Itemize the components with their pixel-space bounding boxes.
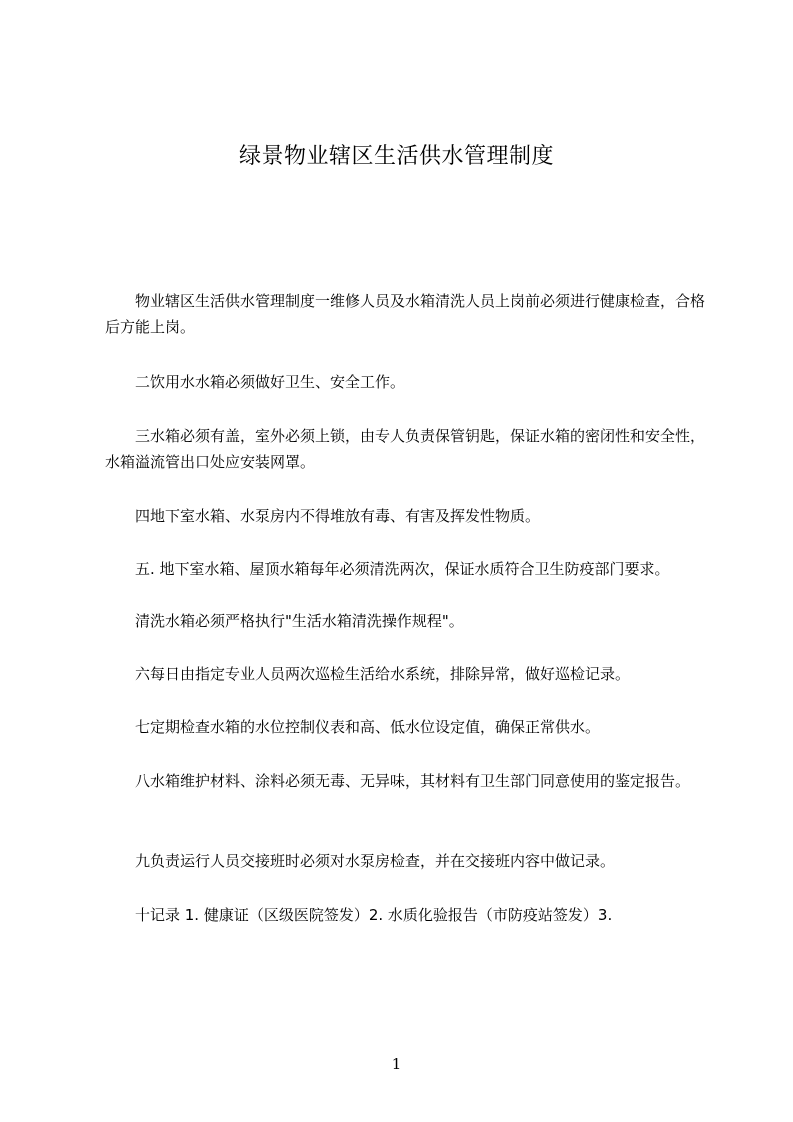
paragraph-6: 清洗水箱必须严格执行"生活水箱清洗操作规程"。 <box>135 612 464 630</box>
paragraph-8: 七定期检查水箱的水位控制仪表和高、低水位设定值，确保正常供水。 <box>135 718 601 736</box>
paragraph-1: 物业辖区生活供水管理制度一维修人员及水箱清洗人员上岗前必须进行健康检查，合格后方能上岗。 <box>105 292 706 336</box>
page-number: 1 <box>391 1055 402 1073</box>
paragraph-2: 二饮用水水箱必须做好卫生、安全工作。 <box>135 373 406 391</box>
document-title: 绿景物业辖区生活供水管理制度 <box>238 144 554 169</box>
paragraph-4: 四地下室水箱、水泵房内不得堆放有毒、有害及挥发性物质。 <box>135 507 541 525</box>
paragraph-9: 八水箱维护材料、涂料必须无毒、无异味，其材料有卫生部门同意使用的鉴定报告。 <box>135 772 691 790</box>
paragraph-7: 六每日由指定专业人员两次巡检生活给水系统，排除异常，做好巡检记录。 <box>135 665 631 683</box>
paragraph-11: 十记录 1. 健康证（区级医院签发）2. 水质化验报告（市防疫站签发）3. <box>135 906 613 924</box>
paragraph-10: 九负责运行人员交接班时必须对水泵房检查，并在交接班内容中做记录。 <box>135 852 616 870</box>
paragraph-5: 五. 地下室水箱、屋顶水箱每年必须清洗两次，保证水质符合卫生防疫部门要求。 <box>135 560 670 578</box>
paragraph-3: 三水箱必须有盖，室外必须上锁，由专人负责保管钥匙，保证水箱的密闭性和安全性，水箱溢流管出口处应安装网罩。 <box>105 427 706 471</box>
